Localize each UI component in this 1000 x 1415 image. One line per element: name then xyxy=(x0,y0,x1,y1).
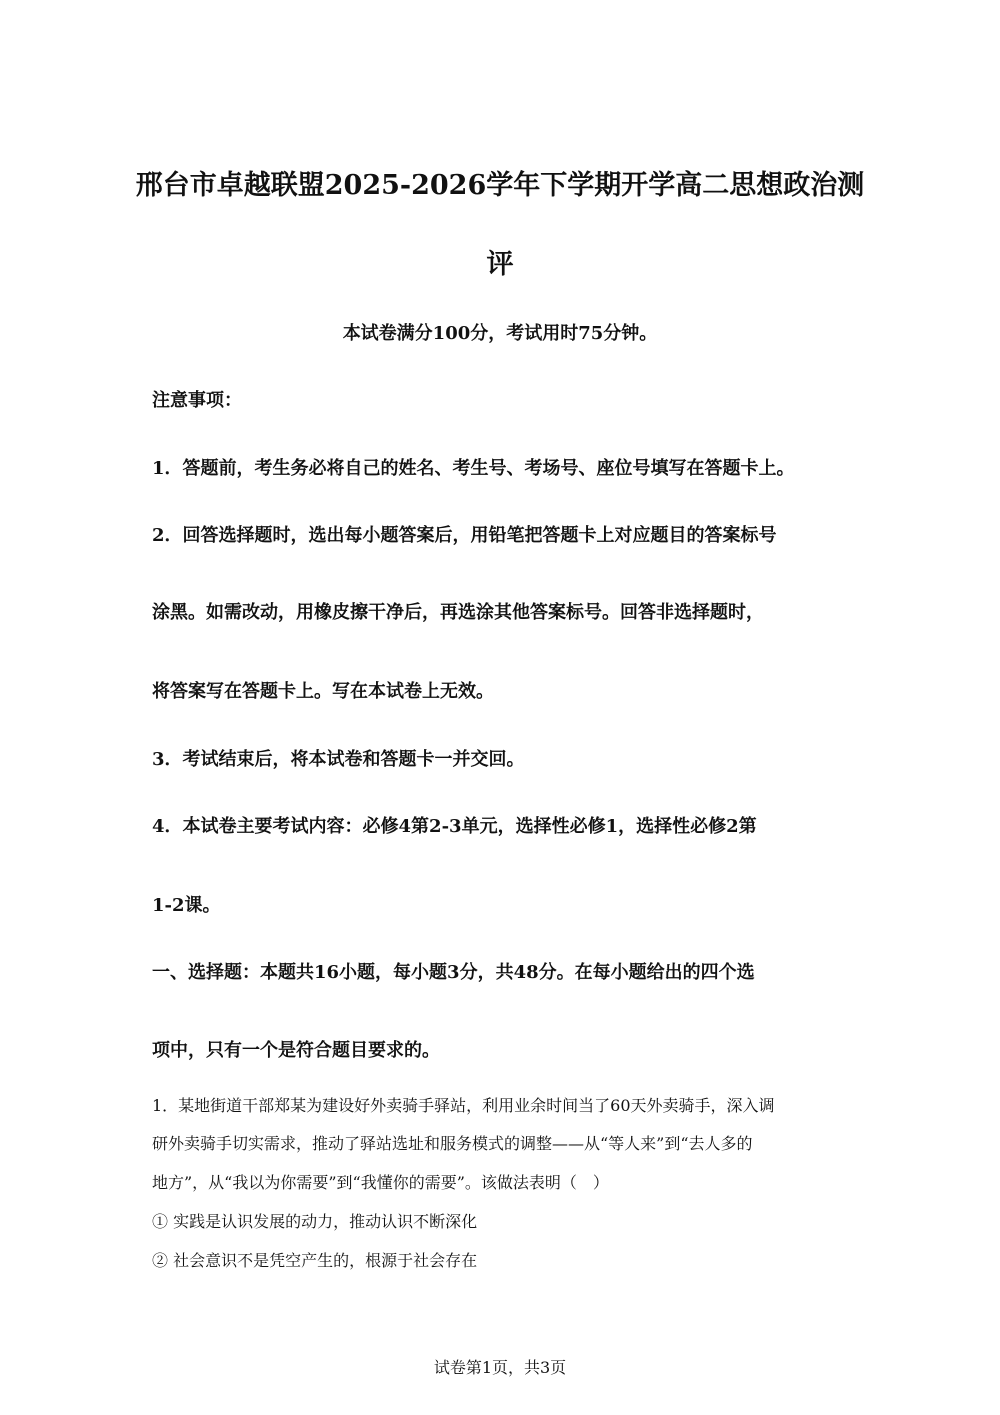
question-1-text-line: 研外卖骑手切实需求，推动了驿站选址和服务模式的调整——从“等人来”到“去人多的 xyxy=(152,1134,753,1153)
notice-line: 2．回答选择题时，选出每小题答案后，用铅笔把答题卡上对应题目的答案标号 xyxy=(152,525,777,546)
question-1-option: ② 社会意识不是凭空产生的，根源于社会存在 xyxy=(152,1251,478,1270)
notice-line: 3．考试结束后，将本试卷和答题卡一并交回。 xyxy=(152,749,525,770)
exam-subtitle: 本试卷满分100分，考试用时75分钟。 xyxy=(342,323,658,344)
notice-heading: 注意事项： xyxy=(152,390,242,411)
section-heading-line: 一、选择题：本题共16小题，每小题3分，共48分。在每小题给出的四个选 xyxy=(152,962,755,983)
notice-line: 4．本试卷主要考试内容：必修4第2-3单元，选择性必修1，选择性必修2第 xyxy=(152,816,757,837)
question-1-option: ① 实践是认识发展的动力，推动认识不断深化 xyxy=(152,1212,478,1231)
section-heading-line: 项中，只有一个是符合题目要求的。 xyxy=(152,1040,440,1061)
question-1-text-line: 地方”，从“我以为你需要”到“我懂你的需要”。该做法表明（ ） xyxy=(152,1173,609,1192)
notice-line: 涂黑。如需改动，用橡皮擦干净后，再选涂其他答案标号。回答非选择题时， xyxy=(152,602,764,623)
exam-title-line-1: 邢台市卓越联盟2025-2026学年下学期开学高二思想政治测 xyxy=(135,170,865,201)
page-footer: 试卷第1页，共3页 xyxy=(433,1358,567,1377)
notice-line: 1-2课。 xyxy=(152,895,221,916)
question-1-text-line: 1．某地街道干部郑某为建设好外卖骑手驿站，利用业余时间当了60天外卖骑手，深入调 xyxy=(152,1096,775,1115)
notice-line: 1．答题前，考生务必将自己的姓名、考生号、考场号、座位号填写在答题卡上。 xyxy=(152,458,795,479)
notice-line: 将答案写在答题卡上。写在本试卷上无效。 xyxy=(152,681,494,702)
exam-title-line-2: 评 xyxy=(486,249,514,280)
